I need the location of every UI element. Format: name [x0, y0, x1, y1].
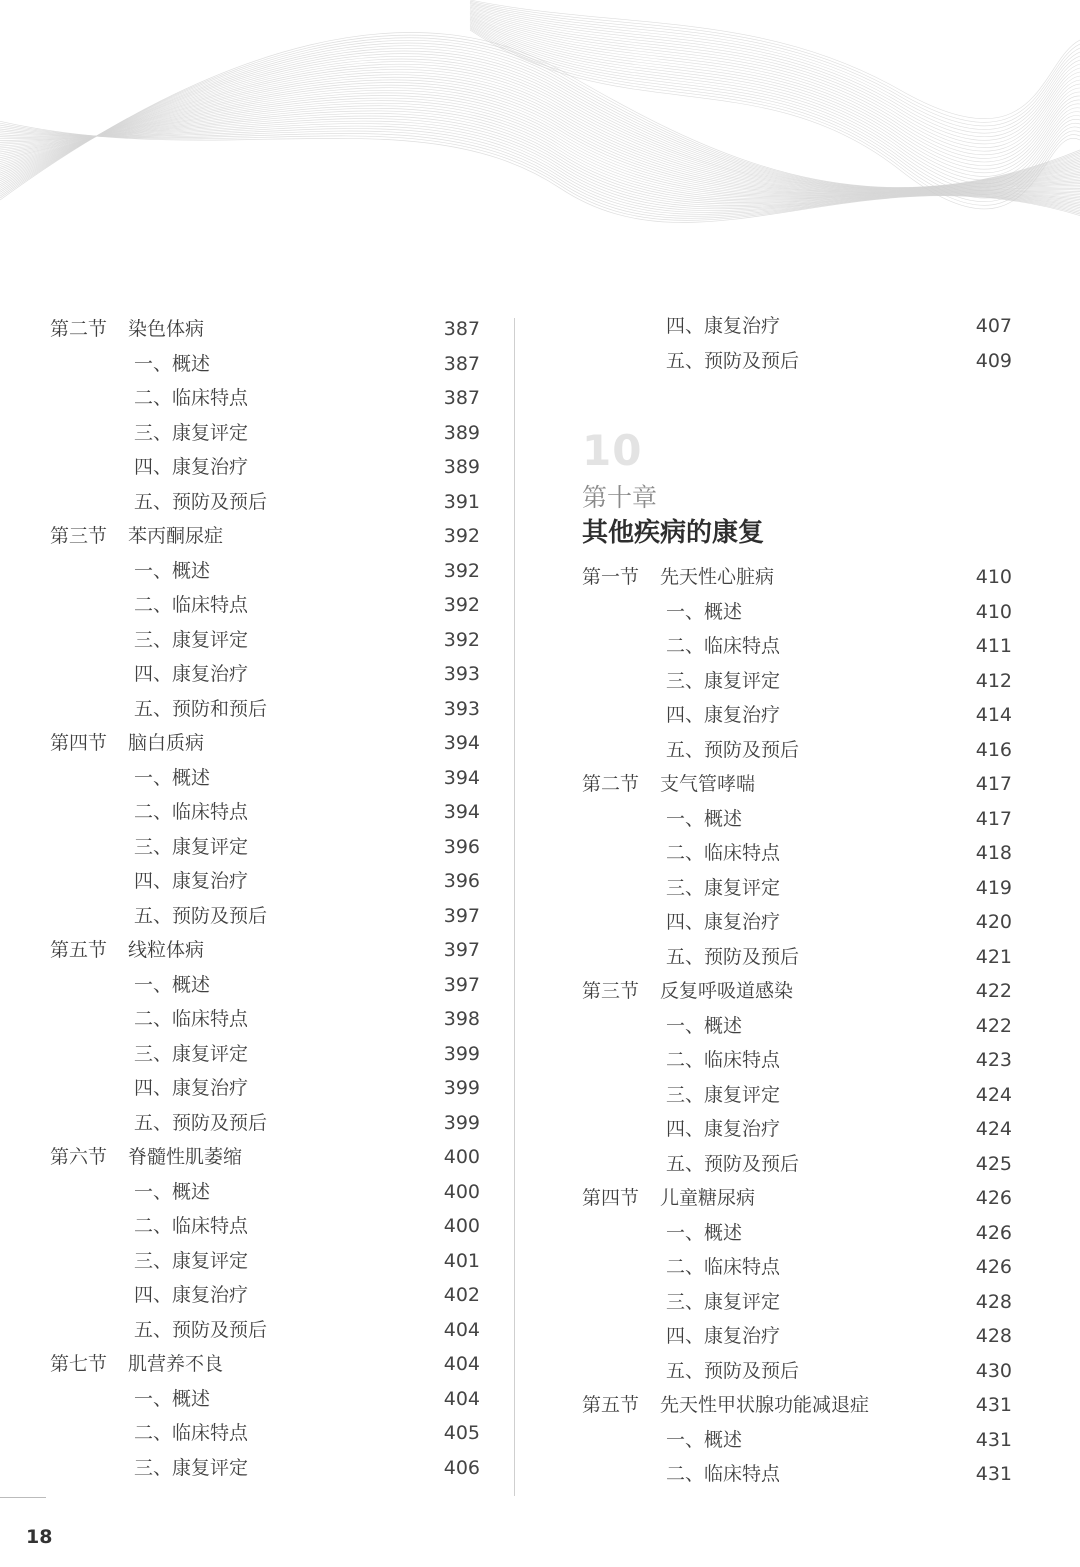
subsection-title: 一、概述: [666, 600, 743, 623]
toc-page-number: 431: [975, 1463, 1012, 1485]
toc-page-number: 428: [975, 1290, 1012, 1313]
wave-line: [470, 8, 1080, 144]
toc-subsection-row: [582, 1216, 1012, 1250]
subsection-title: 一、概述: [666, 1428, 743, 1451]
toc-section-row: [50, 1140, 480, 1174]
column-divider: [514, 318, 515, 1496]
subsection-title: 二、临床特点: [666, 842, 781, 864]
toc-subsection-row: [582, 733, 1012, 767]
subsection-title: 三、康复评定: [666, 1290, 781, 1313]
toc-subsection-row: [582, 1457, 1012, 1491]
subsection-title: 五、预防及预后: [666, 349, 800, 372]
subsection-title: 二、临床特点: [134, 1008, 249, 1030]
toc-page-number: 410: [975, 566, 1012, 588]
toc-subsection-row: [582, 1147, 1012, 1181]
toc-subsection-row: [582, 905, 1012, 939]
toc-subsection-row: [50, 1002, 480, 1036]
subsection-title: 一、概述: [134, 766, 211, 789]
toc-subsection-row: [50, 1244, 480, 1278]
wave-line: [470, 11, 1080, 151]
wave-line: [470, 1, 1080, 122]
toc-page-number: 394: [443, 801, 480, 823]
subsection-title: 三、康复评定: [134, 1042, 249, 1065]
toc-page-number: 392: [443, 628, 480, 651]
section-number-label: 第四节: [582, 1187, 640, 1209]
toc-subsection-row: [50, 1313, 480, 1347]
toc-subsection-row: [50, 416, 480, 450]
toc-page-number: 400: [443, 1180, 480, 1203]
toc-subsection-row: [582, 629, 1012, 663]
subsection-title: 一、概述: [134, 1180, 211, 1203]
subsection-title: 五、预防和预后: [134, 697, 268, 720]
subsection-title: 五、预防及预后: [666, 1359, 800, 1382]
toc-subsection-row: [582, 1319, 1012, 1353]
wave-line: [470, 12, 1080, 155]
toc-subsection-row: [50, 1278, 480, 1312]
section-title: 脊髓性肌萎缩: [128, 1146, 243, 1168]
subsection-title: 四、康复治疗: [666, 315, 781, 337]
toc-subsection-row: [582, 1043, 1012, 1077]
subsection-title: 五、预防及预后: [134, 1111, 268, 1134]
decorative-wave-lines: [0, 0, 1080, 250]
toc-page-number: 394: [443, 766, 480, 789]
toc-subsection-row: [50, 347, 480, 381]
toc-page-number: 404: [443, 1318, 480, 1341]
wave-line: [0, 46, 1080, 191]
section-number-label: 第六节: [50, 1146, 108, 1168]
subsection-title: 一、概述: [134, 559, 211, 582]
toc-subsection-row: [50, 830, 480, 864]
toc-page-number: 399: [443, 1077, 480, 1099]
toc-section-row: [50, 312, 480, 346]
toc-page-number: 387: [443, 318, 480, 340]
toc-subsection-row: [50, 1175, 480, 1209]
subsection-title: 四、康复治疗: [134, 663, 249, 685]
section-title: 儿童糖尿病: [660, 1187, 756, 1209]
toc-page-number: 417: [975, 807, 1012, 830]
toc-page-number: 400: [443, 1146, 480, 1168]
toc-subsection-row: [50, 761, 480, 795]
subsection-title: 三、康复评定: [134, 1456, 249, 1479]
subsection-title: 二、临床特点: [666, 1049, 781, 1071]
toc-page-number: 398: [443, 1008, 480, 1030]
toc-page-number: 430: [975, 1359, 1012, 1382]
toc-subsection-row: [582, 1250, 1012, 1284]
toc-subsection-row: [50, 692, 480, 726]
toc-subsection-row: [582, 595, 1012, 629]
toc-page-number: 422: [975, 1014, 1012, 1037]
chapter-number: 10: [582, 426, 643, 475]
toc-page-number: 426: [975, 1221, 1012, 1244]
toc-subsection-row: [50, 623, 480, 657]
section-number-label: 第三节: [582, 980, 640, 1002]
toc-section-row: [582, 1181, 1012, 1215]
toc-page-number: 401: [443, 1249, 480, 1272]
toc-subsection-row: [50, 1451, 480, 1485]
subsection-title: 三、康复评定: [134, 1249, 249, 1272]
section-title: 先天性心脏病: [660, 566, 775, 588]
toc-page-number: 397: [443, 973, 480, 996]
toc-page-number: 404: [443, 1353, 480, 1375]
subsection-title: 四、康复治疗: [666, 1325, 781, 1347]
section-number-label: 第三节: [50, 525, 108, 547]
toc-subsection-row: [582, 871, 1012, 905]
toc-page-number: 409: [975, 349, 1012, 372]
toc-page-number: 416: [975, 738, 1012, 761]
toc-subsection-row: [50, 381, 480, 415]
toc-page-number: 424: [975, 1118, 1012, 1140]
subsection-title: 二、临床特点: [134, 801, 249, 823]
toc-section-row: [50, 1347, 480, 1381]
section-title: 苯丙酮尿症: [128, 525, 224, 547]
toc-page-number: 423: [975, 1049, 1012, 1071]
toc-page-number: 394: [443, 732, 480, 754]
toc-page-number: 405: [443, 1422, 480, 1444]
toc-page-number: 389: [443, 456, 480, 478]
toc-page-number: 393: [443, 697, 480, 720]
toc-section-row: [50, 519, 480, 553]
section-number-label: 第二节: [50, 318, 108, 340]
toc-subsection-row: [582, 1354, 1012, 1388]
toc-page-number: 425: [975, 1152, 1012, 1175]
toc-page-number: 431: [975, 1394, 1012, 1416]
toc-subsection-row: [50, 1416, 480, 1450]
subsection-title: 一、概述: [134, 973, 211, 996]
subsection-title: 四、康复治疗: [666, 911, 781, 933]
subsection-title: 三、康复评定: [134, 628, 249, 651]
subsection-title: 二、临床特点: [134, 594, 249, 616]
toc-subsection-row: [50, 795, 480, 829]
toc-subsection-row: [50, 1106, 480, 1140]
toc-subsection-row: [582, 698, 1012, 732]
wave-line: [0, 129, 1080, 215]
subsection-title: 二、临床特点: [134, 387, 249, 409]
section-number-label: 第四节: [50, 732, 108, 754]
toc-page-number: 399: [443, 1111, 480, 1134]
subsection-title: 二、临床特点: [666, 635, 781, 657]
toc-page-number: 417: [975, 773, 1012, 795]
toc-subsection-row: [582, 1285, 1012, 1319]
toc-subsection-row: [582, 1078, 1012, 1112]
toc-page-number: 397: [443, 904, 480, 927]
toc-page-number: 424: [975, 1083, 1012, 1106]
subsection-title: 一、概述: [666, 807, 743, 830]
toc-page-number: 392: [443, 594, 480, 616]
toc-page-number: 396: [443, 835, 480, 858]
toc-page-number: 389: [443, 421, 480, 444]
subsection-title: 三、康复评定: [666, 669, 781, 692]
subsection-title: 五、预防及预后: [666, 945, 800, 968]
toc-subsection-row: [582, 344, 1012, 378]
toc-subsection-row: [582, 1423, 1012, 1457]
subsection-title: 四、康复治疗: [134, 870, 249, 892]
wave-line: [0, 127, 1080, 216]
toc-page-number: 400: [443, 1215, 480, 1237]
subsection-title: 四、康复治疗: [666, 1118, 781, 1140]
toc-page-number: 422: [975, 980, 1012, 1002]
toc-page-number: 426: [975, 1256, 1012, 1278]
subsection-title: 三、康复评定: [666, 876, 781, 899]
toc-page-number: 421: [975, 945, 1012, 968]
wave-line: [470, 19, 1080, 176]
toc-subsection-row: [50, 1037, 480, 1071]
subsection-title: 三、康复评定: [134, 421, 249, 444]
toc-subsection-row: [50, 899, 480, 933]
toc-page-number: 426: [975, 1187, 1012, 1209]
toc-page-number: 391: [443, 490, 480, 513]
toc-subsection-row: [50, 657, 480, 691]
section-title: 支气管哮喘: [660, 773, 756, 795]
section-title: 染色体病: [128, 318, 205, 340]
subsection-title: 一、概述: [666, 1221, 743, 1244]
toc-subsection-row: [582, 836, 1012, 870]
toc-page-number: 414: [975, 704, 1012, 726]
toc-page-number: 418: [975, 842, 1012, 864]
toc-page-number: 387: [443, 387, 480, 409]
toc-section-row: [582, 560, 1012, 594]
toc-section-row: [50, 726, 480, 760]
subsection-title: 二、临床特点: [134, 1422, 249, 1444]
section-title: 先天性甲状腺功能减退症: [660, 1394, 870, 1416]
subsection-title: 五、预防及预后: [666, 1152, 800, 1175]
subsection-title: 五、预防及预后: [134, 490, 268, 513]
toc-page-number: 399: [443, 1042, 480, 1065]
toc-subsection-row: [50, 864, 480, 898]
toc-page-number: 392: [443, 525, 480, 547]
subsection-title: 五、预防及预后: [134, 1318, 268, 1341]
toc-section-row: [582, 767, 1012, 801]
subsection-title: 一、概述: [134, 352, 211, 375]
wave-line: [0, 51, 1080, 189]
subsection-title: 四、康复治疗: [134, 1284, 249, 1306]
toc-section-row: [582, 1388, 1012, 1422]
toc-page-number: 402: [443, 1284, 480, 1306]
subsection-title: 五、预防及预后: [666, 738, 800, 761]
section-title: 线粒体病: [128, 939, 205, 961]
footer-rule: [0, 1497, 46, 1498]
chapter-label: 第十章: [582, 483, 658, 512]
subsection-title: 二、临床特点: [666, 1463, 781, 1485]
toc-page-number: 411: [975, 635, 1012, 657]
toc-subsection-row: [50, 485, 480, 519]
toc-page-number: 420: [975, 911, 1012, 933]
toc-page-number: 397: [443, 939, 480, 961]
section-number-label: 第一节: [582, 566, 640, 588]
toc-page-number: 428: [975, 1325, 1012, 1347]
section-number-label: 第五节: [582, 1394, 640, 1416]
subsection-title: 三、康复评定: [134, 835, 249, 858]
subsection-title: 二、临床特点: [666, 1256, 781, 1278]
wave-line: [0, 88, 1080, 194]
section-number-label: 第五节: [50, 939, 108, 961]
wave-line: [470, 28, 1080, 202]
toc-page-number: 396: [443, 870, 480, 892]
toc-subsection-row: [50, 1071, 480, 1105]
toc-section-row: [582, 974, 1012, 1008]
toc-subsection-row: [582, 1009, 1012, 1043]
toc-subsection-row: [50, 588, 480, 622]
subsection-title: 四、康复治疗: [134, 1077, 249, 1099]
toc-page-number: 406: [443, 1456, 480, 1479]
toc-page-number: 431: [975, 1428, 1012, 1451]
page-number: 18: [26, 1526, 53, 1548]
subsection-title: 二、临床特点: [134, 1215, 249, 1237]
toc-subsection-row: [50, 968, 480, 1002]
toc-page-number: 410: [975, 600, 1012, 623]
toc-subsection-row: [582, 1112, 1012, 1146]
subsection-title: 三、康复评定: [666, 1083, 781, 1106]
toc-subsection-row: [582, 940, 1012, 974]
section-number-label: 第二节: [582, 773, 640, 795]
toc-page-number: 419: [975, 876, 1012, 899]
chapter-title: 其他疾病的康复: [582, 518, 765, 548]
subsection-title: 一、概述: [666, 1014, 743, 1037]
toc-subsection-row: [50, 1209, 480, 1243]
toc-subsection-row: [50, 450, 480, 484]
subsection-title: 四、康复治疗: [666, 704, 781, 726]
subsection-title: 一、概述: [134, 1387, 211, 1410]
toc-page-number: 412: [975, 669, 1012, 692]
toc-page-number: 387: [443, 352, 480, 375]
toc-page-number: 392: [443, 559, 480, 582]
toc-subsection-row: [582, 802, 1012, 836]
toc-subsection-row: [582, 664, 1012, 698]
subsection-title: 五、预防及预后: [134, 904, 268, 927]
toc-section-row: [50, 933, 480, 967]
toc-subsection-row: [50, 1382, 480, 1416]
toc-page-number: 407: [975, 315, 1012, 337]
wave-line: [470, 0, 1080, 119]
toc-page-number: 393: [443, 663, 480, 685]
toc-page-number: 404: [443, 1387, 480, 1410]
subsection-title: 四、康复治疗: [134, 456, 249, 478]
section-title: 反复呼吸道感染: [660, 980, 794, 1002]
toc-subsection-row: [582, 309, 1012, 343]
section-title: 脑白质病: [128, 732, 205, 754]
section-number-label: 第七节: [50, 1353, 108, 1375]
toc-subsection-row: [50, 554, 480, 588]
section-title: 肌营养不良: [128, 1353, 224, 1375]
